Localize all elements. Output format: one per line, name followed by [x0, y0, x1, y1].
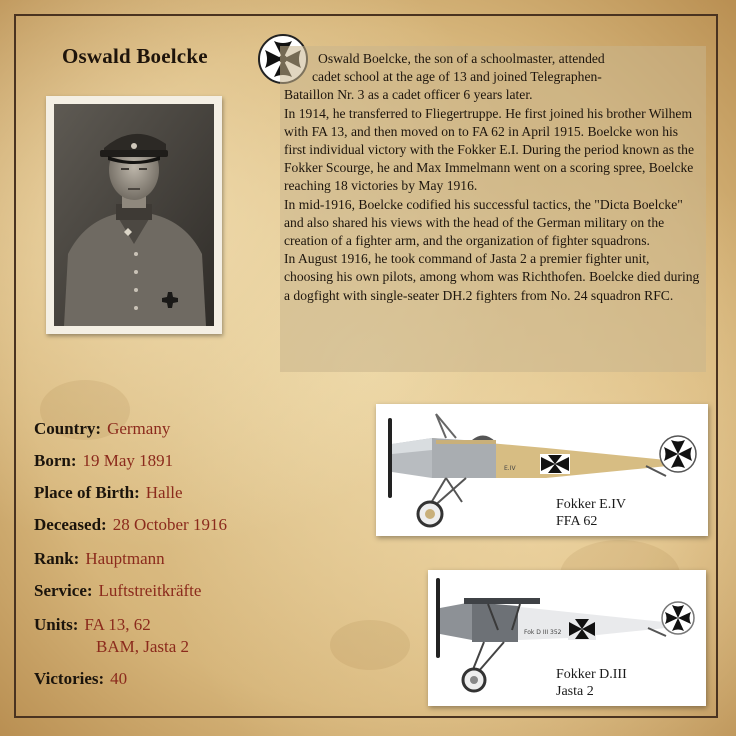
fact-label: Units: [34, 615, 79, 634]
fact-value: 19 May 1891 [82, 451, 174, 470]
page-title: Oswald Boelcke [62, 44, 208, 68]
aircraft-card-diii [428, 570, 706, 706]
fact-value: 40 [110, 669, 128, 688]
fact-units [34, 614, 190, 656]
aircraft-unit: FFA 62 [556, 514, 598, 529]
fact-value: Luftstreitkräfte [98, 581, 202, 600]
bio-paragraph: In 1914, he transferred to Fliegertruppe. He first joined his brother Wilhem with FA 13, and then moved on to FA 62 in April 1915. Boelcke won his first individual victory with the Fokker E.I. During the period known as the Fokker Scourge, he and Max Immelmann went on a scoring spree, Boelcke reaching 18 victories by May 1916. [284, 105, 695, 194]
fact-country [34, 418, 170, 440]
aircraft-name: Fokker D.III [556, 667, 627, 682]
aircraft-caption [556, 666, 627, 700]
biography-text [280, 46, 706, 372]
fact-service [34, 580, 201, 602]
aircraft-serial: Fok D III 352 [524, 629, 562, 636]
fact-label: Deceased: [34, 515, 107, 534]
fact-label: Service: [34, 581, 93, 600]
fact-label: Rank: [34, 549, 80, 568]
fact-label: Born: [34, 451, 77, 470]
fact-value: Hauptmann [85, 549, 165, 568]
aircraft-name: Fokker E.IV [556, 497, 626, 512]
fact-born [34, 450, 173, 472]
fact-rank [34, 548, 165, 570]
fact-place-of-birth [34, 482, 183, 504]
aircraft-serial: E.IV [504, 465, 516, 472]
fact-value: 28 October 1916 [112, 515, 227, 534]
aircraft-unit: Jasta 2 [556, 684, 594, 699]
fact-value: Halle [145, 483, 183, 502]
portrait-image [54, 104, 214, 326]
fokker-eiv-illustration [376, 404, 708, 536]
portrait-photo [46, 96, 222, 334]
bio-paragraph: Bataillon Nr. 3 as a cadet officer 6 years later. [284, 87, 533, 103]
fact-label: Country: [34, 419, 102, 438]
fact-value: BAM, Jasta 2 [96, 637, 190, 656]
bio-paragraph: cadet school at the age of 13 and joined Telegraphen- [312, 69, 602, 85]
bio-paragraph: In mid-1916, Boelcke codified his successful tactics, the "Dicta Boelcke" and also shared his views with the head of the German military on the creation of a fighter arm, and the organization of fighter squadrons. [284, 196, 683, 249]
bio-paragraph: In August 1916, he took command of Jasta 2 a premier fighter unit, choosing his own pilots, among whom was Richthofen. Boelcke died during a dogfight with single-seater DH.2 fighters from No. 24 squadron RFC. [284, 251, 700, 303]
fact-value: FA 13, 62 [84, 615, 151, 634]
fact-label: Victories: [34, 669, 105, 688]
aircraft-caption [556, 496, 626, 530]
fact-victories [34, 668, 127, 690]
fact-label: Place of Birth: [34, 483, 140, 502]
fact-value: Germany [107, 419, 171, 438]
fact-deceased [34, 514, 227, 536]
aircraft-card-eiv [376, 404, 708, 536]
bio-paragraph: Oswald Boelcke, the son of a schoolmaster, attended [318, 51, 605, 66]
